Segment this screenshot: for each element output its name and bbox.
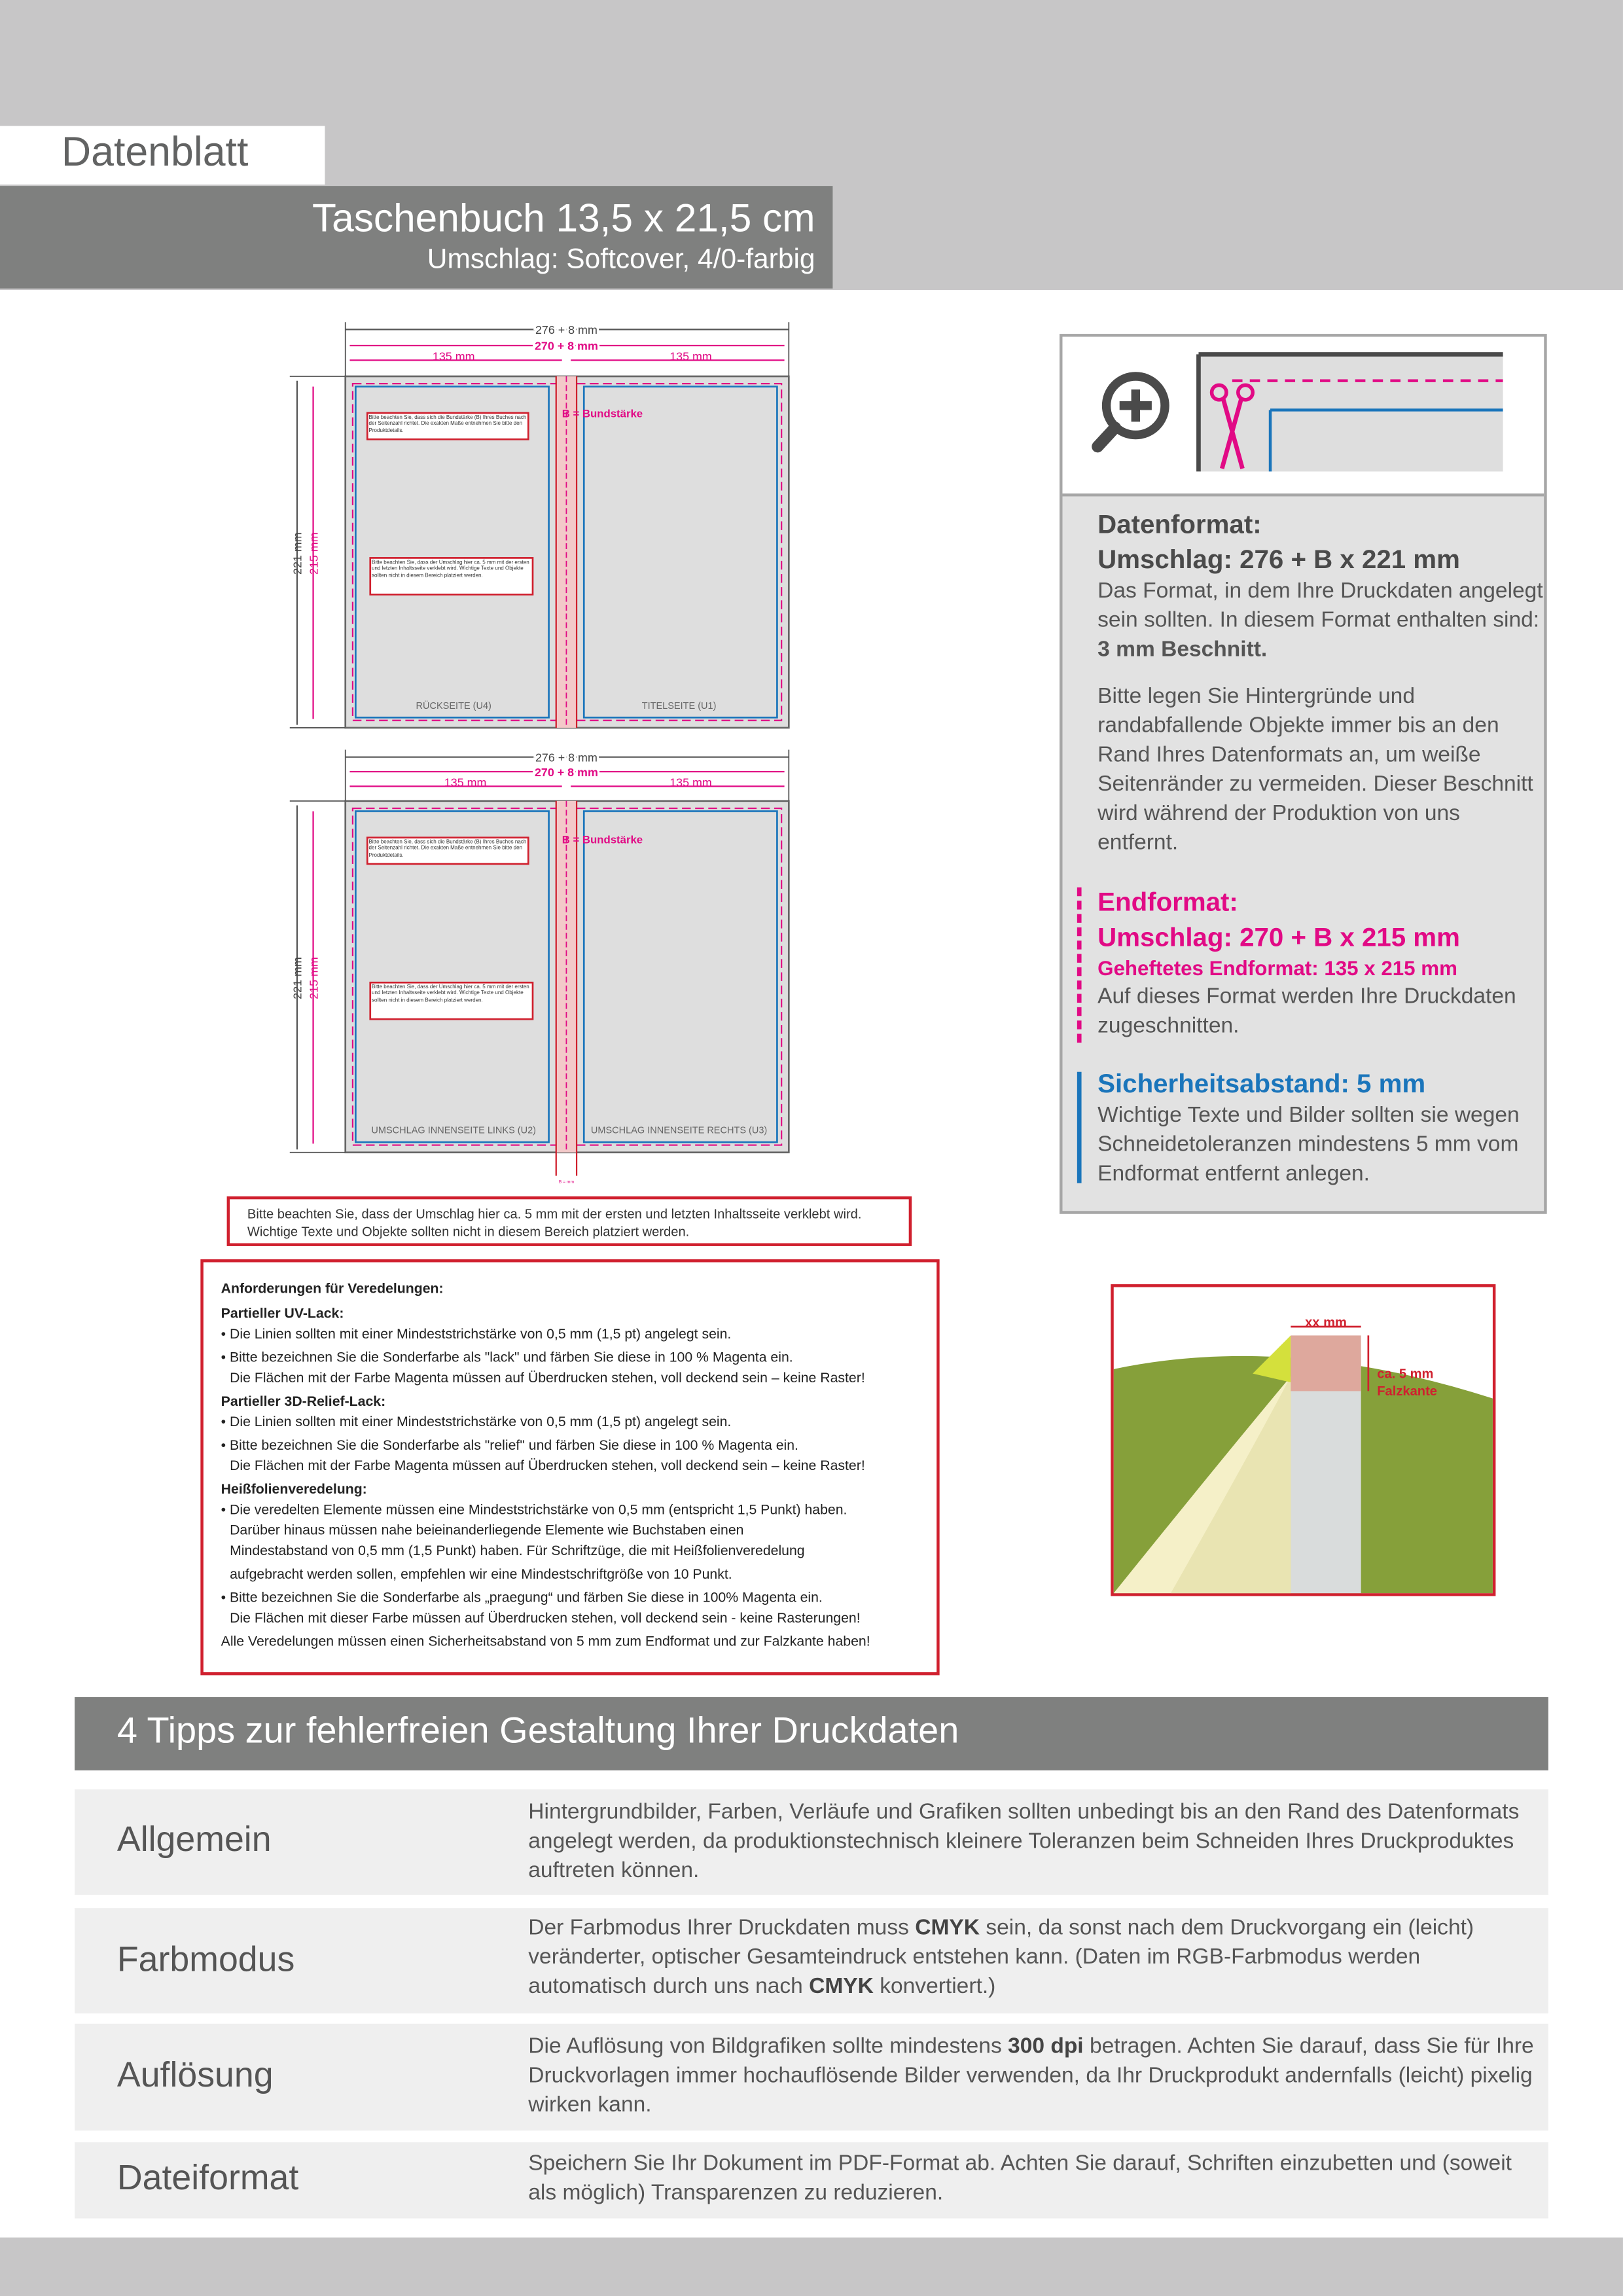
req-relief-1: • Die Linien sollten mit einer Mindeststrichstärke von 0,5 mm (1,5 pt) angelegt sein. [221, 1414, 732, 1431]
tip-label-allgemein: Allgemein [116, 1820, 272, 1860]
inner-glue-note: Bitte beachten Sie, dass der Umschlag hier ca. 5 mm mit der ersten und letzten Inhaltsseite verklebt wird. Wichtige Texte und Objekte sollten nicht in diesem Bereich platziert werden. [371, 984, 529, 1003]
tip-row-dateiformat [75, 2142, 1548, 2218]
outer-dim-total: 276 + 8 mm [535, 323, 597, 337]
inner-right-page-label: UMSCHLAG INNENSEITE RECHTS (U3) [590, 1125, 768, 1136]
outer-spine-note: Bitte beachten Sie, dass sich die Bundstärke (B) Ihres Buches nach der Seitenzahl richtet. Die exakten Maße entnehmen Sie bitte den Produktdetails. [368, 414, 527, 433]
tip-text-farbmodus: Der Farbmodus Ihrer Druckdaten muss CMYK sein, da sonst nach dem Druckvorgang ein (leicht) veränderter, optischer Gesamteindruck entstehen kann. (Daten im RGB-Farbmodus werden automatisch durch uns nach CMYK konvertiert.) [528, 1915, 1474, 1999]
tip-text-aufloesung: Die Auflösung von Bildgrafiken sollte mindestens 300 dpi betragen. Achten Sie darauf, dass Sie für Ihre Druckvorlagen immer hochauflösende Bilder verwenden, da Ihr Druckprodukt andernfalls (leicht) pixelig wirken kann. [528, 2034, 1534, 2118]
datenformat-size: Umschlag: 276 + B x 221 mm [1097, 545, 1460, 575]
req-relief-2: • Bitte bezeichnen Sie die Sonderfarbe als "relief" und färben Sie diese in 100 % Magenta ein. [221, 1438, 798, 1454]
req-relief-title: Partieller 3D-Relief-Lack: [221, 1393, 386, 1410]
product-subtitle: Umschlag: Softcover, 4/0-farbig [427, 244, 815, 276]
inner-left-page-label: UMSCHLAG INNENSEITE LINKS (U2) [371, 1125, 537, 1136]
req-relief-3: Die Flächen mit der Farbe Magenta müssen auf Überdrucken stehen, voll deckend sein – keine Raster! [230, 1458, 865, 1475]
fold-edge-label: Falzkante [1377, 1384, 1437, 1399]
datenformat-section [1097, 507, 1544, 858]
outer-dim-height-trim: 215 mm [307, 532, 321, 575]
inner-dim-trim: 270 + 8 mm [534, 765, 598, 779]
tip-text-allgemein: Hintergrundbilder, Farben, Verläufe und Grafiken sollten unbedingt bis an den Rand des Datenformats angelegt werden, da produktionstechnisch kleinere Toleranzen beim Schneiden Ihres Druckproduktes auftreten können. [528, 1799, 1520, 1884]
outer-dim-half-right: 135 mm [669, 350, 712, 363]
datenformat-text2: Bitte legen Sie Hintergründe und randabfallende Objekte immer bis an den Rand Ihres Datenformats an, um weiße Seitenränder zu vermeiden. Dieser Beschnitt wird während der Produktion von uns entfernt. [1097, 683, 1533, 855]
glue-note-line1: Bitte beachten Sie, dass der Umschlag hier ca. 5 mm mit der ersten und letzten Inhaltsseite verklebt wird. [247, 1206, 862, 1221]
req-footer: Alle Veredelungen müssen einen Sicherheitsabstand von 5 mm zum Endformat und zur Falzkante haben! [221, 1634, 870, 1651]
inner-spine-label: B = Bundstärke [562, 833, 643, 846]
safety-title: Sicherheitsabstand: 5 mm [1097, 1069, 1426, 1098]
safety-marker [1077, 1072, 1082, 1183]
outer-right-page-label: TITELSEITE (U1) [641, 700, 717, 711]
tip-row-aufloesung [75, 2024, 1548, 2130]
datenformat-bleed: 3 mm Beschnitt. [1097, 637, 1268, 662]
req-foil-2: Darüber hinaus müssen nahe beieinanderliegende Elemente wie Buchstaben einen [230, 1522, 744, 1539]
datenblatt-label: Datenblatt [61, 128, 249, 175]
req-uv-3: Die Flächen mit der Farbe Magenta müssen auf Überdrucken stehen, voll deckend sein – keine Raster! [230, 1371, 865, 1387]
outer-spine-label: B = Bundstärke [562, 407, 643, 420]
inner-dim-height-trim: 215 mm [307, 957, 321, 999]
tip-text-dateiformat: Speichern Sie Ihr Dokument im PDF-Format ab. Achten Sie darauf, Schriften einzubetten und (soweit als möglich) Transparenzen zu reduzieren. [528, 2151, 1512, 2206]
cover-inner-diagram [285, 742, 805, 1189]
zoom-area [1062, 337, 1544, 497]
datenblatt-label-box [0, 126, 325, 184]
outer-left-page-label: RÜCKSEITE (U4) [416, 700, 491, 711]
zoom-illustration [1062, 337, 1544, 493]
magnifier-icon [1097, 376, 1165, 446]
bottom-band [0, 2238, 1623, 2296]
tips-header-bar [75, 1697, 1548, 1770]
endformat-text: Auf dieses Format werden Ihre Druckdaten zugeschnitten. [1097, 984, 1516, 1039]
endformat-marker [1077, 888, 1082, 1043]
glue-note-box [227, 1196, 912, 1246]
inner-dim-half-right: 135 mm [669, 776, 712, 789]
req-uv-2: • Bitte bezeichnen Sie die Sonderfarbe als "lack" und färben Sie diese in 100 % Magenta ein. [221, 1350, 793, 1367]
req-uv-1: • Die Linien sollten mit einer Mindeststrichstärke von 0,5 mm (1,5 pt) angelegt sein. [221, 1326, 732, 1343]
tip-label-dateiformat: Dateiformat [116, 2158, 299, 2198]
tip-row-farbmodus [75, 1908, 1548, 2013]
inner-dim-half-left: 135 mm [444, 776, 487, 789]
endformat-section [1097, 884, 1544, 1041]
req-foil-6: Die Flächen mit dieser Farbe müssen auf Überdrucken stehen, voll deckend sein - keine Rasterungen! [230, 1611, 861, 1627]
inner-dim-height-total: 221 mm [291, 957, 304, 999]
inner-dim-total: 276 + 8 mm [535, 751, 597, 764]
endformat-title: Endformat: [1097, 887, 1238, 917]
req-foil-4: aufgebracht werden sollen, empfehlen wir eine Mindestschriftgröße von 10 Punkt. [230, 1566, 732, 1583]
req-foil-1: • Die veredelten Elemente müssen eine Mindeststrichstärke von 0,5 mm (entspricht 1,5 Punkt) haben. [221, 1502, 847, 1519]
outer-glue-note: Bitte beachten Sie, dass der Umschlag hier ca. 5 mm mit der ersten und letzten Inhaltsseite verklebt wird. Wichtige Texte und Objekte sollten nicht in diesem Bereich platziert werden. [371, 559, 529, 579]
outer-dim-half-left: 135 mm [432, 350, 475, 363]
fold-width-label: xx mm [1305, 1315, 1347, 1330]
endformat-size: Umschlag: 270 + B x 215 mm [1097, 922, 1460, 952]
cover-outer-diagram [285, 315, 805, 740]
outer-dim-height-total: 221 mm [291, 532, 304, 575]
safety-section [1097, 1066, 1544, 1189]
req-foil-5: • Bitte bezeichnen Sie die Sonderfarbe als „praegung“ und färben Sie diese in 100% Magenta ein. [221, 1590, 823, 1607]
req-foil-3: Mindestabstand von 0,5 mm (1,5 Punkt) haben. Für Schriftzüge, die mit Heißfolienveredelung [230, 1543, 805, 1560]
req-foil-title: Heißfolienveredelung: [221, 1482, 367, 1498]
endformat-sub: Geheftetes Endformat: 135 x 215 mm [1097, 956, 1457, 980]
req-uv-title: Partieller UV-Lack: [221, 1306, 344, 1323]
product-title: Taschenbuch 13,5 x 21,5 cm [312, 196, 815, 240]
tip-label-farbmodus: Farbmodus [116, 1940, 295, 1980]
inner-spine-note: Bitte beachten Sie, dass sich die Bundstärke (B) Ihres Buches nach der Seitenzahl richtet. Die exakten Maße entnehmen Sie bitte den Produktdetails. [368, 838, 527, 858]
datenformat-title: Datenformat: [1097, 509, 1262, 539]
outer-dim-trim: 270 + 8 mm [534, 339, 598, 353]
inner-spine-dim: B = mm [558, 1179, 575, 1185]
title-bar [0, 186, 832, 289]
tip-label-aufloesung: Auflösung [116, 2056, 274, 2096]
tips-heading: 4 Tipps zur fehlerfreien Gestaltung Ihrer Druckdaten [116, 1710, 959, 1751]
fold-illustration [1109, 1283, 1499, 1599]
glue-note-line2: Wichtige Texte und Objekte sollten nicht in diesem Bereich platziert werden. [247, 1224, 690, 1239]
tip-row-allgemein [75, 1789, 1548, 1895]
datenformat-text: Das Format, in dem Ihre Druckdaten angelegt sein sollten. In diesem Format enthalten sind: 3 mm Beschnitt. [1097, 578, 1543, 662]
safety-text: Wichtige Texte und Bilder sollten sie wegen Schneidetoleranzen mindestens 5 mm vom Endformat entfernt anlegen. [1097, 1102, 1520, 1187]
requirements-box [200, 1259, 939, 1675]
req-title: Anforderungen für Veredelungen: [221, 1281, 444, 1298]
fold-depth-label: ca. 5 mm [1377, 1367, 1434, 1382]
